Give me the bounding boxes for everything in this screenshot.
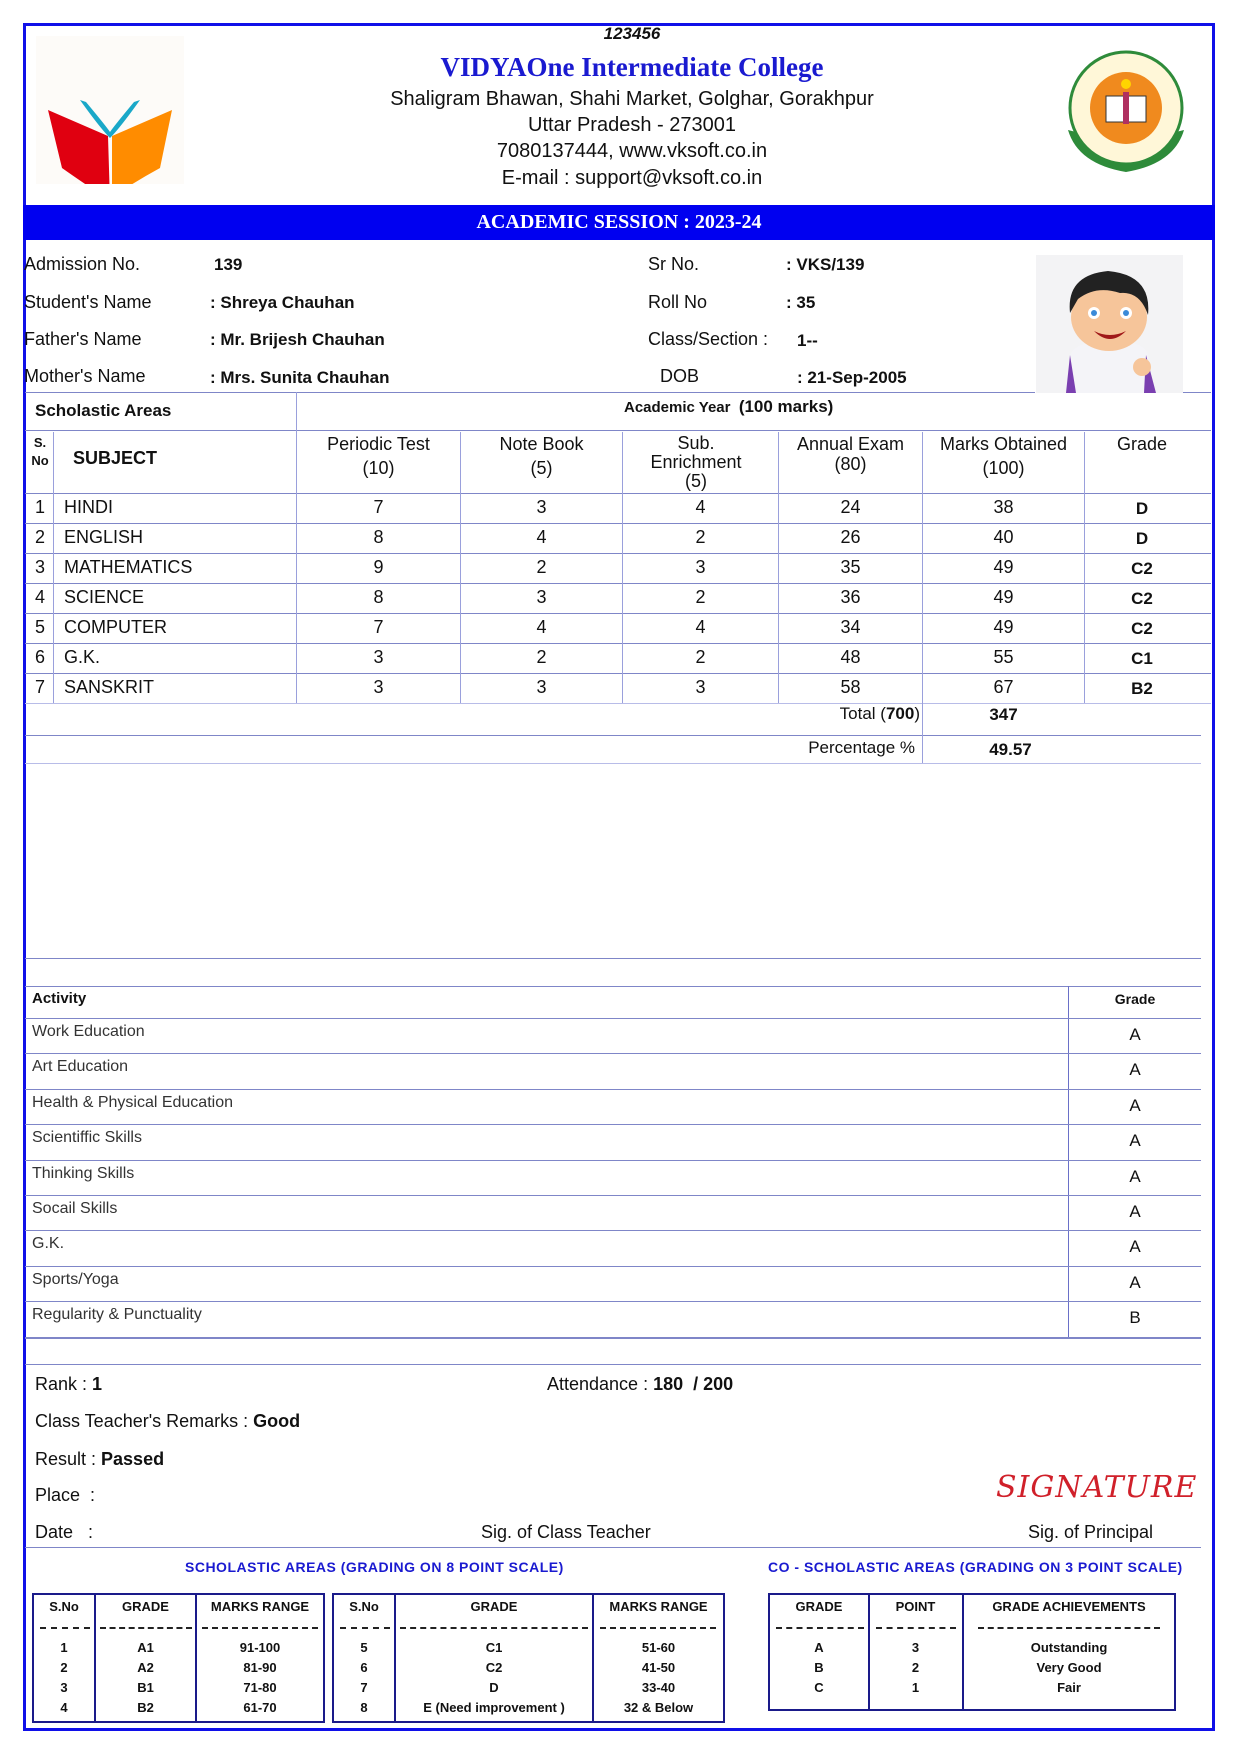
student-name-label: Student's Name — [24, 292, 152, 312]
total-label — [780, 704, 920, 724]
subject-se: 2 — [695, 527, 706, 547]
co-legend-grade: A — [814, 1640, 824, 1655]
divider — [25, 1195, 1201, 1196]
activity-name: G.K. — [32, 1235, 65, 1253]
school-logo — [36, 36, 184, 184]
col-sub-enrichment — [623, 434, 769, 491]
col-nb-bottom: (5) — [530, 458, 553, 478]
col-marks-obtained — [923, 434, 1084, 478]
result-label: Result : — [35, 1449, 102, 1469]
legend-grade: C2 — [485, 1660, 503, 1675]
subject-ae: 48 — [840, 647, 861, 667]
subject-nb: 3 — [536, 677, 547, 697]
class-value: 1-- — [797, 331, 818, 350]
attendance-value: 180 / 200 — [653, 1374, 734, 1394]
activity-grade: A — [1129, 1237, 1141, 1257]
subject-grade: C2 — [1131, 619, 1153, 638]
class-label: Class/Section : — [648, 329, 769, 349]
col-mo-top: Marks Obtained — [939, 434, 1068, 454]
admission-label: Admission No. — [24, 254, 141, 274]
subject-pt: 7 — [373, 497, 384, 517]
subject-ae: 34 — [840, 617, 861, 637]
activity-name: Scientiffic Skills — [32, 1129, 142, 1147]
subject-mo: 49 — [993, 617, 1014, 637]
address-line-1: Shaligram Bhawan, Shahi Market, Golghar, Gorakhpur — [390, 88, 874, 110]
subject-se: 2 — [695, 647, 706, 667]
activity-grade: A — [1129, 1060, 1141, 1080]
email-line: E-mail : support@vksoft.co.in — [501, 167, 763, 189]
activity-name: Regularity & Punctuality — [32, 1306, 202, 1324]
activity-grade: A — [1129, 1272, 1141, 1292]
divider — [25, 735, 1201, 736]
divider — [25, 643, 1211, 644]
total-value: 347 — [989, 705, 1018, 724]
activity-grade: A — [1129, 1202, 1141, 1221]
roll-value: : 35 — [786, 293, 816, 312]
subject-se: 4 — [695, 497, 706, 517]
result — [35, 1449, 164, 1470]
subject-se: 3 — [695, 677, 706, 697]
activity-name: Health & Physical Education — [32, 1093, 233, 1111]
legend-range: 81-90 — [243, 1660, 277, 1675]
subject-nb: 2 — [536, 647, 547, 667]
divider — [25, 430, 1211, 431]
legend3-col-achievements: GRADE ACHIEVEMENTS — [992, 1599, 1146, 1614]
divider — [25, 613, 1211, 614]
legend-range: 32 & Below — [623, 1700, 694, 1715]
legend1-col-range: MARKS RANGE — [210, 1599, 310, 1614]
legend-sno: 4 — [60, 1700, 68, 1715]
subject-pt: 3 — [373, 677, 384, 697]
divider — [40, 1627, 90, 1629]
attendance-label: Attendance : — [547, 1374, 654, 1394]
legend1-col-sno: S.No — [49, 1599, 79, 1614]
subject-subject: SANSKRIT — [64, 677, 155, 697]
subject-grade: C1 — [1131, 649, 1153, 668]
activity-header: Activity — [32, 990, 87, 1007]
total-label-text: Total ( — [839, 704, 886, 723]
mother-name-label: Mother's Name — [24, 366, 146, 386]
subject-subject: MATHEMATICS — [64, 557, 193, 577]
rank-label: Rank : — [35, 1374, 93, 1394]
activity-grade: A — [1129, 1095, 1141, 1115]
activity-name: Thinking Skills — [32, 1164, 135, 1182]
subject-sno: 1 — [34, 497, 45, 517]
divider — [25, 1337, 1201, 1339]
subject-pt: 8 — [373, 587, 384, 607]
legend-range: 61-70 — [243, 1700, 277, 1715]
legend-grade: A2 — [137, 1660, 154, 1675]
srno-label: Sr No. — [648, 254, 700, 274]
subject-se: 2 — [695, 587, 706, 607]
co-legend-point: 2 — [911, 1660, 920, 1675]
divider — [25, 493, 1211, 494]
divider — [25, 553, 1211, 554]
legend-sno: 6 — [360, 1660, 368, 1675]
subject-nb: 2 — [536, 557, 547, 577]
legend-grade: E (Need improvement ) — [423, 1700, 565, 1715]
subject-mo: 49 — [993, 587, 1014, 607]
divider — [25, 986, 1201, 987]
legend1-col-grade: GRADE — [122, 1599, 169, 1614]
divider — [25, 1301, 1201, 1302]
co-legend-point: 3 — [911, 1640, 920, 1655]
date-label: Date : — [35, 1522, 94, 1542]
principal-signature-label: Sig. of Principal — [1028, 1522, 1154, 1542]
subject-sno: 4 — [34, 587, 45, 607]
legend2-col-grade: GRADE — [470, 1599, 518, 1614]
legend-grade: A1 — [137, 1640, 154, 1655]
subject-subject: COMPUTER — [64, 617, 167, 637]
activity-name: Art Education — [32, 1058, 129, 1076]
academic-year-text: Academic Year — [624, 399, 731, 416]
father-name-label: Father's Name — [24, 329, 142, 349]
subject-subject: ENGLISH — [64, 527, 144, 547]
subject-ae: 26 — [840, 527, 861, 547]
divider — [100, 1627, 192, 1629]
legend-sno: 1 — [60, 1640, 68, 1655]
subject-pt: 3 — [373, 647, 384, 667]
divider — [340, 1627, 390, 1629]
subject-mo: 49 — [993, 557, 1014, 577]
mother-name-value: : Mrs. Sunita Chauhan — [210, 368, 390, 387]
legend3-col-grade: GRADE — [795, 1599, 843, 1614]
legend-range: 41-50 — [641, 1660, 676, 1675]
col-note-book — [461, 434, 622, 478]
divider — [53, 432, 54, 703]
legend-sno: 3 — [60, 1680, 68, 1695]
col-grade: Grade — [1116, 434, 1168, 454]
divider — [25, 1364, 1201, 1365]
divider — [25, 583, 1211, 584]
srno-value: : VKS/139 — [786, 255, 865, 274]
scholastic-legend-title: SCHOLASTIC AREAS (GRADING ON 8 POINT SCALE) — [185, 1559, 564, 1575]
col-nb-top: Note Book — [499, 434, 584, 454]
col-annual-exam — [779, 434, 922, 474]
legend-sno: 8 — [360, 1700, 368, 1715]
subject-pt: 8 — [373, 527, 384, 547]
principal-signature: SIGNATURE — [996, 1470, 1198, 1505]
subject-nb: 3 — [536, 587, 547, 607]
subject-pt: 9 — [373, 557, 384, 577]
legend-range: 33-40 — [641, 1680, 676, 1695]
subject-mo: 67 — [993, 677, 1014, 697]
legend-grade: C1 — [485, 1640, 503, 1655]
serial-number: 123456 — [603, 24, 661, 43]
subject-sno: 6 — [34, 647, 45, 667]
activity-name: Work Education — [32, 1023, 145, 1040]
subject-mo: 40 — [993, 527, 1014, 547]
subject-ae: 35 — [840, 557, 861, 577]
legend-grade: B1 — [137, 1680, 154, 1695]
col-se-mid: Enrichment — [650, 452, 742, 472]
divider — [1183, 392, 1211, 393]
co-legend-achievement: Fair — [1057, 1680, 1081, 1695]
subject-grade: B2 — [1131, 679, 1153, 698]
student-name-value: : Shreya Chauhan — [210, 293, 355, 312]
col-pt-bottom: (10) — [362, 458, 395, 478]
legend-sno: 7 — [360, 1680, 368, 1695]
divider — [25, 958, 1201, 959]
dob-value: : 21-Sep-2005 — [797, 368, 907, 387]
divider — [876, 1627, 956, 1629]
co-legend-achievement: Very Good — [1036, 1660, 1102, 1675]
contact-line: 7080137444, www.vksoft.co.in — [496, 140, 768, 162]
divider — [600, 1627, 716, 1629]
legend-grade: B2 — [137, 1700, 154, 1715]
col-sno-top: S. — [33, 435, 47, 450]
col-mo-bottom: (100) — [982, 458, 1025, 478]
divider — [25, 1018, 1201, 1019]
subject-sno: 2 — [34, 527, 45, 547]
divider — [776, 1627, 864, 1629]
subject-grade: D — [1135, 499, 1149, 518]
subject-subject: G.K. — [64, 647, 101, 667]
subject-grade: D — [1135, 529, 1149, 548]
subject-subject: HINDI — [64, 497, 113, 517]
percentage-label: Percentage % — [808, 738, 915, 757]
academic-session-band: ACADEMIC SESSION : 2023-24 — [23, 205, 1215, 240]
total-max: 700 — [885, 704, 915, 723]
divider — [25, 523, 1211, 524]
divider — [202, 1627, 318, 1629]
divider — [25, 673, 1211, 674]
divider — [25, 1547, 1201, 1548]
subject-se: 3 — [695, 557, 706, 577]
co-legend-grade: B — [814, 1660, 824, 1675]
legend-grade: D — [489, 1680, 499, 1695]
divider — [25, 1053, 1201, 1054]
father-name-value: : Mr. Brijesh Chauhan — [210, 330, 385, 349]
col-periodic-test — [297, 434, 460, 478]
divider — [978, 1627, 1160, 1629]
col-sno — [28, 434, 52, 470]
col-ae-top: Annual Exam — [796, 434, 905, 454]
academic-year-label — [624, 397, 833, 417]
subject-mo: 55 — [993, 647, 1014, 667]
college-name: VIDYAOne Intermediate College — [440, 52, 824, 82]
class-teacher-signature-label: Sig. of Class Teacher — [481, 1522, 651, 1542]
total-close: ) — [914, 704, 920, 723]
activity-grade: A — [1129, 1131, 1141, 1151]
rank — [35, 1374, 102, 1395]
subject-sno: 3 — [34, 557, 45, 577]
roll-label: Roll No — [648, 292, 708, 312]
co-legend-achievement: Outstanding — [1030, 1640, 1108, 1655]
subject-sno: 5 — [34, 617, 45, 637]
place-label: Place : — [35, 1485, 96, 1505]
co-scholastic-legend-title: CO - SCHOLASTIC AREAS (GRADING ON 3 POINT SCALE) — [768, 1559, 1183, 1575]
co-legend-point: 1 — [911, 1680, 920, 1695]
scholastic-areas-label: Scholastic Areas — [35, 401, 172, 420]
remarks-value: Good — [253, 1411, 301, 1431]
percentage-value: 49.57 — [989, 740, 1032, 759]
subject-nb: 4 — [536, 617, 547, 637]
subject-pt: 7 — [373, 617, 384, 637]
activity-name: Socail Skills — [32, 1200, 118, 1217]
subject-ae: 24 — [840, 497, 861, 517]
remarks — [35, 1411, 300, 1432]
divider — [25, 1089, 1201, 1090]
col-se-bottom: (5) — [685, 471, 707, 491]
attendance — [547, 1374, 733, 1395]
col-subject: SUBJECT — [73, 448, 158, 468]
subject-nb: 4 — [536, 527, 547, 547]
legend2-col-range: MARKS RANGE — [609, 1599, 708, 1614]
dob-label: DOB — [660, 366, 700, 386]
remarks-label: Class Teacher's Remarks : — [35, 1411, 254, 1431]
board-seal — [1058, 46, 1194, 176]
col-ae-bottom: (80) — [834, 454, 867, 474]
divider — [25, 1230, 1201, 1231]
subject-se: 4 — [695, 617, 706, 637]
activity-name: Sports/Yoga — [32, 1270, 119, 1288]
divider — [25, 1160, 1201, 1161]
legend-range: 71-80 — [243, 1680, 277, 1695]
divider — [25, 763, 1201, 764]
divider — [25, 1124, 1201, 1125]
subject-nb: 3 — [536, 497, 547, 517]
legend-sno: 2 — [60, 1660, 68, 1675]
legend3-col-point: POINT — [895, 1599, 936, 1614]
legend-range: 51-60 — [641, 1640, 676, 1655]
col-pt-top: Periodic Test — [327, 434, 430, 454]
col-sno-bottom: No — [31, 453, 49, 468]
subject-ae: 58 — [840, 677, 861, 697]
activity-grade-header: Grade — [1114, 991, 1156, 1007]
subject-grade: C2 — [1131, 589, 1153, 608]
subject-subject: SCIENCE — [64, 587, 145, 607]
subject-sno: 7 — [34, 677, 45, 697]
legend2-col-sno: S.No — [349, 1599, 379, 1614]
result-value: Passed — [101, 1449, 165, 1469]
academic-year-marks: (100 marks) — [738, 397, 834, 416]
legend-sno: 5 — [360, 1640, 368, 1655]
student-photo — [1036, 255, 1183, 393]
subject-mo: 38 — [993, 497, 1014, 517]
subject-ae: 36 — [840, 587, 861, 607]
activity-grade: B — [1129, 1308, 1141, 1328]
divider — [25, 1266, 1201, 1267]
co-legend-grade: C — [814, 1680, 824, 1695]
address-line-2: Uttar Pradesh - 273001 — [528, 114, 736, 136]
divider — [400, 1627, 588, 1629]
subject-grade: C2 — [1131, 559, 1153, 578]
divider — [25, 703, 1211, 704]
rank-value: 1 — [92, 1374, 103, 1394]
activity-grade: A — [1129, 1166, 1141, 1186]
legend-range: 91-100 — [239, 1640, 281, 1655]
admission-value: 139 — [214, 255, 243, 274]
divider — [25, 392, 1035, 393]
col-se-top: Sub. — [677, 433, 715, 453]
activity-grade: A — [1129, 1025, 1141, 1044]
